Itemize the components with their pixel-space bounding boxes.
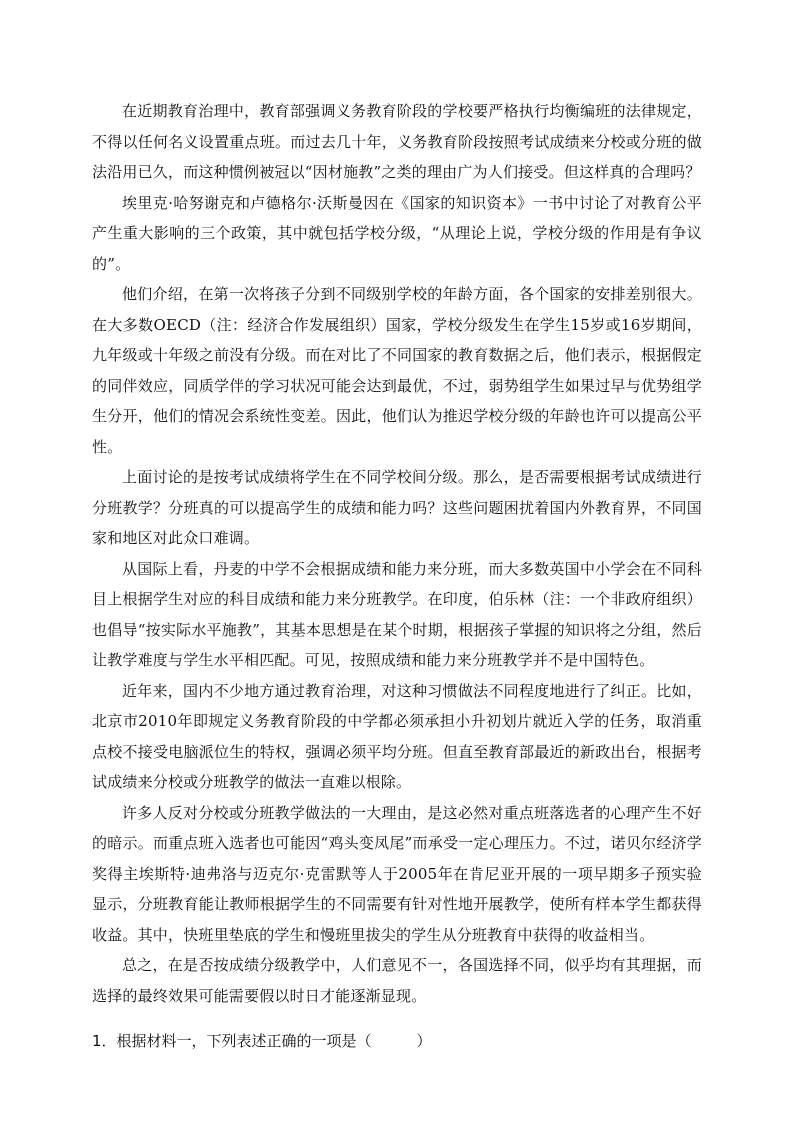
paragraph-7: 许多人反对分校或分班教学做法的一大理由，是这必然对重点班落选者的心理产生不好的暗示。而重点班入选者也可能因“鸡头变凤尾”而承受一定心理压力。不过，诺贝尔经济学奖得主埃斯特·迪弗洛与迈克尔·克雷默等人于2005年在肯尼亚开展的一项早期多子预实验显示，分班教育能让教师根据学生的不同需要有针对性地开展教学，使所有样本学生都获得收益。其中，快班里垫底的学生和慢班里拔尖的学生从分班教育中获得的收益相当。: [92, 803, 702, 944]
paragraph-4: 上面讨论的是按考试成绩将学生在不同学校间分级。那么，是否需要根据考试成绩进行分班教学？分班真的可以提高学生的成绩和能力吗？这些问题困扰着国内外教育界，不同国家和地区对此众口难调。: [92, 468, 702, 547]
paragraph-8: 总之，在是否按成绩分级教学中，人们意见不一，各国选择不同，似乎均有其理据，而选择的最终效果可能需要假以时日才能逐渐显现。: [92, 956, 702, 1005]
paragraph-5: 从国际上看，丹麦的中学不会根据成绩和能力来分班，而大多数英国中小学会在不同科目上根据学生对应的科目成绩和能力来分班教学。在印度，伯乐林（注：一个非政府组织）也倡导“按实际水平施教”，其基本思想是在某个时期，根据孩子掌握的知识将之分组，然后让教学难度与学生水平相匹配。可见，按照成绩和能力来分班教学并不是中国特色。: [92, 559, 702, 669]
paragraph-1: 在近期教育治理中，教育部强调义务教育阶段的学校要严格执行均衡编班的法律规定，不得以任何名义设置重点班。而过去几十年，义务教育阶段按照考试成绩来分校或分班的做法沿用已久，而这种惯例被冠以“因材施教”之类的理由广为人们接受。但这样真的合理吗？: [92, 102, 702, 181]
paragraph-2: 埃里克·哈努谢克和卢德格尔·沃斯曼因在《国家的知识资本》一书中讨论了对教育公平产生重大影响的三个政策，其中就包括学校分级，“从理论上说，学校分级的作用是有争议的”。: [92, 193, 702, 273]
paragraph-3: 他们介绍，在第一次将孩子分到不同级别学校的年龄方面，各个国家的安排差别很大。在大多数OECD（注：经济合作发展组织）国家，学校分级发生在学生15岁或16岁期间，九年级或十年级之前没有分级。而在对比了不同国家的教育数据之后，他们表示，根据假定的同伴效应，同质学伴的学习状况可能会达到最优，不过，弱势组学生如果过早与优势组学生分开，他们的情况会系统性变差。因此，他们认为推迟学校分级的年龄也许可以提高公平性。: [92, 285, 702, 456]
question-1: 1．根据材料一，下列表述正确的一项是（ ）: [92, 1032, 432, 1050]
article-body: [92, 96, 702, 1011]
paragraph-6: 近年来，国内不少地方通过教育治理，对这种习惯做法不同程度地进行了纠正。比如，北京市2010年即规定义务教育阶段的中学都必须承担小升初划片就近入学的任务，取消重点校不接受电脑派位生的特权，强调必须平均分班。但直至教育部最近的新政出台，根据考试成绩来分校或分班教学的做法一直难以根除。: [92, 681, 702, 791]
